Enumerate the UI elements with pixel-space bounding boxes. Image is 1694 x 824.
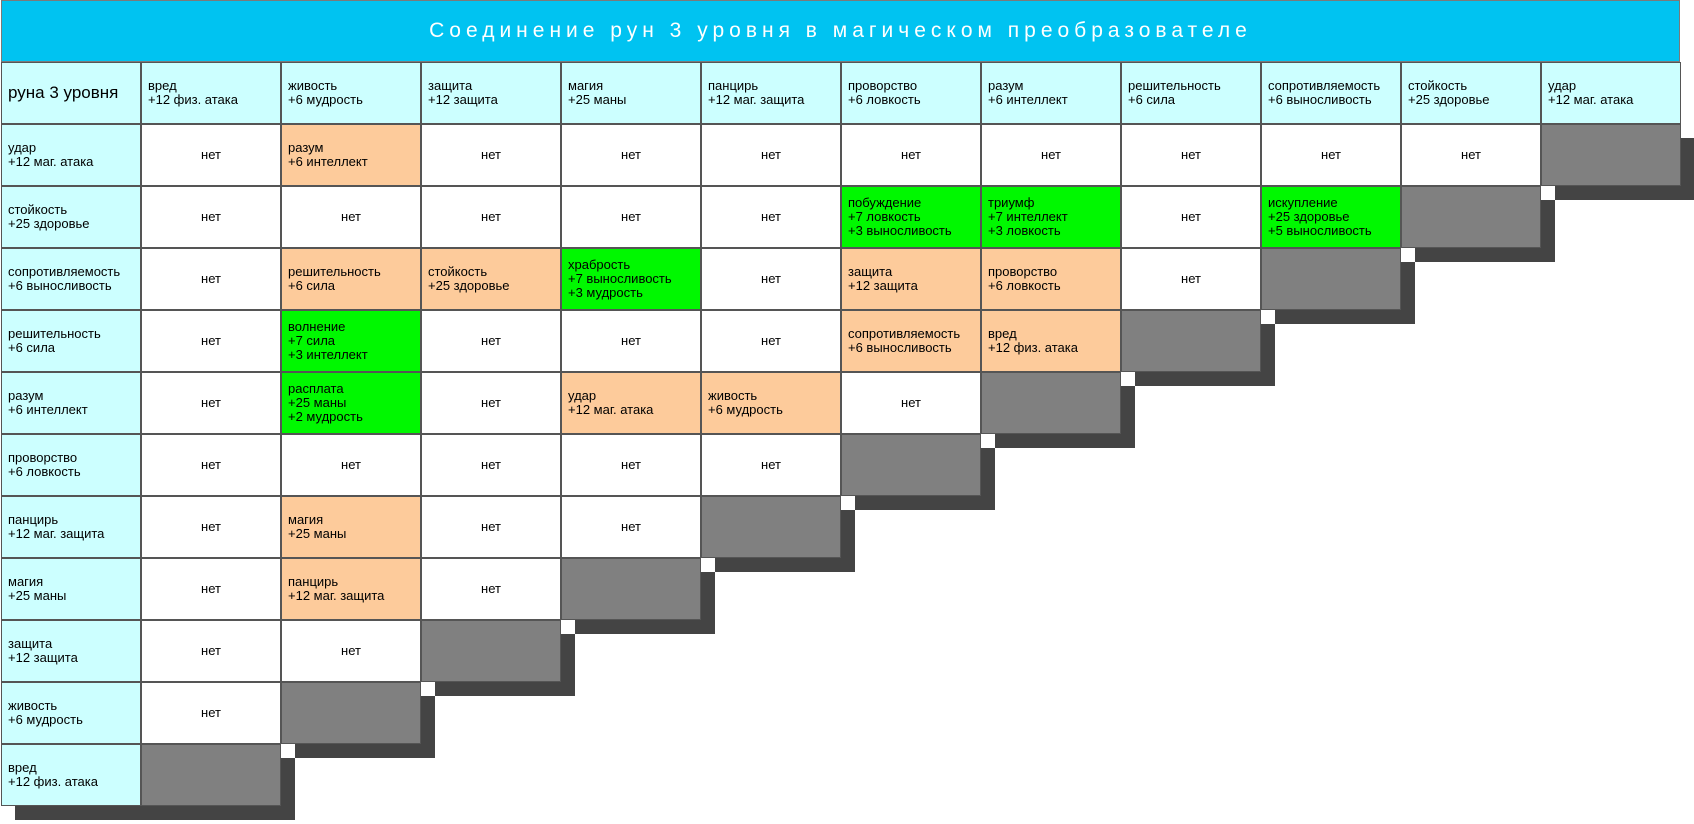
- combo-blocked: [281, 682, 421, 744]
- combo-blocked: [1121, 310, 1261, 372]
- stair-shadow: [575, 620, 715, 634]
- corner-label: руна 3 уровня: [1, 62, 141, 124]
- combo-none: нет: [841, 124, 981, 186]
- combo-new-rune: [841, 186, 981, 248]
- combo-blocked: [1261, 248, 1401, 310]
- row-name: сопротивляемость: [8, 264, 121, 279]
- stair-shadow: [295, 744, 435, 758]
- combo-none: нет: [141, 372, 281, 434]
- combo-line: +12 физ. атака: [988, 340, 1078, 355]
- combo-line: +6 интеллект: [288, 154, 368, 169]
- combo-line: проворство: [988, 264, 1058, 279]
- combo-line: стойкость: [428, 264, 488, 279]
- combo-line: +7 ловкость: [848, 209, 921, 224]
- combo-result: [281, 124, 421, 186]
- combo-new-rune: [561, 248, 701, 310]
- combo-none: нет: [701, 434, 841, 496]
- column-bonus: +6 интеллект: [988, 92, 1068, 107]
- combo-blocked: [561, 558, 701, 620]
- row-header: [1, 434, 141, 496]
- column-bonus: +12 маг. защита: [708, 92, 805, 107]
- combo-none: нет: [981, 124, 1121, 186]
- combo-none: нет: [561, 124, 701, 186]
- combo-line: расплата: [288, 381, 344, 396]
- column-header: [701, 62, 841, 124]
- row-header: [1, 744, 141, 806]
- column-bonus: +12 защита: [428, 92, 498, 107]
- column-header: [421, 62, 561, 124]
- row-name: стойкость: [8, 202, 68, 217]
- combo-none: нет: [701, 248, 841, 310]
- combo-none: нет: [141, 682, 281, 744]
- table-title: Соединение рун 3 уровня в магическом преобразователе: [1, 0, 1680, 62]
- row-name: удар: [8, 140, 37, 155]
- column-bonus: +25 здоровье: [1408, 92, 1490, 107]
- column-bonus: +6 сила: [1128, 92, 1176, 107]
- column-name: магия: [568, 78, 604, 93]
- combo-none: нет: [1401, 124, 1541, 186]
- combo-none: нет: [421, 372, 561, 434]
- stair-shadow: [855, 496, 995, 510]
- stair-shadow: [715, 558, 855, 572]
- combo-line: +25 здоровье: [1268, 209, 1350, 224]
- combo-none: нет: [561, 186, 701, 248]
- combo-none: нет: [141, 248, 281, 310]
- combo-none: нет: [141, 620, 281, 682]
- column-name: стойкость: [1408, 78, 1468, 93]
- combo-none: нет: [701, 310, 841, 372]
- combo-none: нет: [421, 434, 561, 496]
- column-header: [141, 62, 281, 124]
- column-header: [841, 62, 981, 124]
- column-name: панцирь: [708, 78, 759, 93]
- combo-blocked: [141, 744, 281, 806]
- row-bonus: +6 интеллект: [8, 402, 88, 417]
- row-bonus: +6 выносливость: [8, 278, 112, 293]
- column-name: удар: [1548, 78, 1577, 93]
- combo-result: [561, 372, 701, 434]
- combo-line: +6 мудрость: [708, 402, 783, 417]
- stair-shadow: [1415, 248, 1555, 262]
- combo-line: побуждение: [848, 195, 922, 210]
- combo-line: +7 выносливость: [568, 271, 672, 286]
- combo-none: нет: [281, 186, 421, 248]
- row-header: [1, 496, 141, 558]
- combo-none: нет: [1121, 248, 1261, 310]
- combo-line: +3 интеллект: [288, 347, 368, 362]
- combo-blocked: [841, 434, 981, 496]
- combo-none: нет: [141, 558, 281, 620]
- combo-result: [421, 248, 561, 310]
- combo-none: нет: [561, 310, 701, 372]
- column-bonus: +12 физ. атака: [148, 92, 238, 107]
- combo-line: разум: [288, 140, 324, 155]
- stair-shadow: [435, 682, 575, 696]
- row-name: магия: [8, 574, 44, 589]
- combo-line: сопротивляемость: [848, 326, 961, 341]
- combo-none: нет: [1121, 124, 1261, 186]
- combo-line: магия: [288, 512, 324, 527]
- row-name: защита: [8, 636, 53, 651]
- column-header: [1541, 62, 1681, 124]
- combo-new-rune: [981, 186, 1121, 248]
- combo-line: +12 защита: [848, 278, 918, 293]
- combo-line: +2 мудрость: [288, 409, 363, 424]
- column-bonus: +25 маны: [568, 92, 627, 107]
- column-bonus: +6 мудрость: [288, 92, 363, 107]
- combo-result: [841, 248, 981, 310]
- combo-none: нет: [141, 124, 281, 186]
- combo-none: нет: [701, 186, 841, 248]
- combo-line: искупление: [1268, 195, 1338, 210]
- combo-line: +5 выносливость: [1268, 223, 1372, 238]
- combo-line: +12 маг. атака: [568, 402, 654, 417]
- row-bonus: +6 сила: [8, 340, 56, 355]
- combo-none: нет: [701, 124, 841, 186]
- combo-line: +6 выносливость: [848, 340, 952, 355]
- stair-shadow: [1275, 310, 1415, 324]
- column-name: разум: [988, 78, 1024, 93]
- combo-none: нет: [281, 434, 421, 496]
- row-header: [1, 558, 141, 620]
- combo-none: нет: [841, 372, 981, 434]
- combo-result: [701, 372, 841, 434]
- combo-line: +7 интеллект: [988, 209, 1068, 224]
- column-name: защита: [428, 78, 473, 93]
- combo-blocked: [1401, 186, 1541, 248]
- column-header: [561, 62, 701, 124]
- row-name: вред: [8, 760, 37, 775]
- combo-none: нет: [421, 310, 561, 372]
- combo-result: [281, 496, 421, 558]
- column-bonus: +6 выносливость: [1268, 92, 1372, 107]
- row-name: панцирь: [8, 512, 59, 527]
- combo-line: +6 сила: [288, 278, 336, 293]
- column-bonus: +12 маг. атака: [1548, 92, 1634, 107]
- combo-line: +3 выносливость: [848, 223, 952, 238]
- combo-line: +3 мудрость: [568, 285, 643, 300]
- row-header: [1, 124, 141, 186]
- combo-blocked: [421, 620, 561, 682]
- combo-result: [981, 310, 1121, 372]
- column-name: живость: [288, 78, 338, 93]
- column-name: проворство: [848, 78, 918, 93]
- combo-none: нет: [141, 186, 281, 248]
- column-header: [1401, 62, 1541, 124]
- column-header: [1121, 62, 1261, 124]
- combo-result: [841, 310, 981, 372]
- row-header: [1, 372, 141, 434]
- combo-blocked: [1541, 124, 1681, 186]
- combo-line: +25 маны: [288, 395, 347, 410]
- row-name: живость: [8, 698, 58, 713]
- stair-shadow: [15, 806, 295, 820]
- combo-none: нет: [421, 124, 561, 186]
- combo-line: волнение: [288, 319, 346, 334]
- combo-result: [281, 248, 421, 310]
- combo-line: защита: [848, 264, 893, 279]
- combo-line: +25 маны: [288, 526, 347, 541]
- combo-new-rune: [281, 372, 421, 434]
- combo-line: удар: [568, 388, 597, 403]
- combo-new-rune: [1261, 186, 1401, 248]
- combo-line: +25 здоровье: [428, 278, 510, 293]
- row-bonus: +6 мудрость: [8, 712, 83, 727]
- stair-shadow: [1135, 372, 1275, 386]
- combo-none: нет: [421, 186, 561, 248]
- combo-none: нет: [141, 434, 281, 496]
- row-header: [1, 310, 141, 372]
- combo-line: панцирь: [288, 574, 339, 589]
- stair-shadow: [995, 434, 1135, 448]
- combo-none: нет: [1121, 186, 1261, 248]
- row-bonus: +6 ловкость: [8, 464, 81, 479]
- combo-none: нет: [141, 496, 281, 558]
- row-header: [1, 620, 141, 682]
- column-name: сопротивляемость: [1268, 78, 1381, 93]
- row-header: [1, 248, 141, 310]
- column-header: [1261, 62, 1401, 124]
- combo-result: [981, 248, 1121, 310]
- row-name: разум: [8, 388, 44, 403]
- row-bonus: +25 здоровье: [8, 216, 90, 231]
- column-name: решительность: [1128, 78, 1221, 93]
- column-header: [281, 62, 421, 124]
- combo-none: нет: [421, 558, 561, 620]
- combo-none: нет: [141, 310, 281, 372]
- combo-none: нет: [281, 620, 421, 682]
- row-name: решительность: [8, 326, 101, 341]
- combo-line: триумф: [988, 195, 1035, 210]
- combo-line: вред: [988, 326, 1017, 341]
- combo-line: храбрость: [568, 257, 631, 272]
- column-header: [981, 62, 1121, 124]
- combo-new-rune: [281, 310, 421, 372]
- combo-line: +7 сила: [288, 333, 336, 348]
- row-bonus: +12 маг. атака: [8, 154, 94, 169]
- combo-line: живость: [708, 388, 758, 403]
- row-header: [1, 186, 141, 248]
- column-bonus: +6 ловкость: [848, 92, 921, 107]
- combo-line: +6 ловкость: [988, 278, 1061, 293]
- combo-none: нет: [561, 496, 701, 558]
- row-bonus: +25 маны: [8, 588, 67, 603]
- combo-none: нет: [421, 496, 561, 558]
- combo-line: решительность: [288, 264, 381, 279]
- row-bonus: +12 защита: [8, 650, 78, 665]
- column-name: вред: [148, 78, 177, 93]
- combo-none: нет: [561, 434, 701, 496]
- stair-shadow: [1555, 186, 1694, 200]
- row-bonus: +12 физ. атака: [8, 774, 98, 789]
- row-header: [1, 682, 141, 744]
- combo-line: +3 ловкость: [988, 223, 1061, 238]
- row-name: проворство: [8, 450, 78, 465]
- combo-result: [281, 558, 421, 620]
- combo-blocked: [701, 496, 841, 558]
- combo-none: нет: [1261, 124, 1401, 186]
- row-bonus: +12 маг. защита: [8, 526, 105, 541]
- combo-line: +12 маг. защита: [288, 588, 385, 603]
- combo-blocked: [981, 372, 1121, 434]
